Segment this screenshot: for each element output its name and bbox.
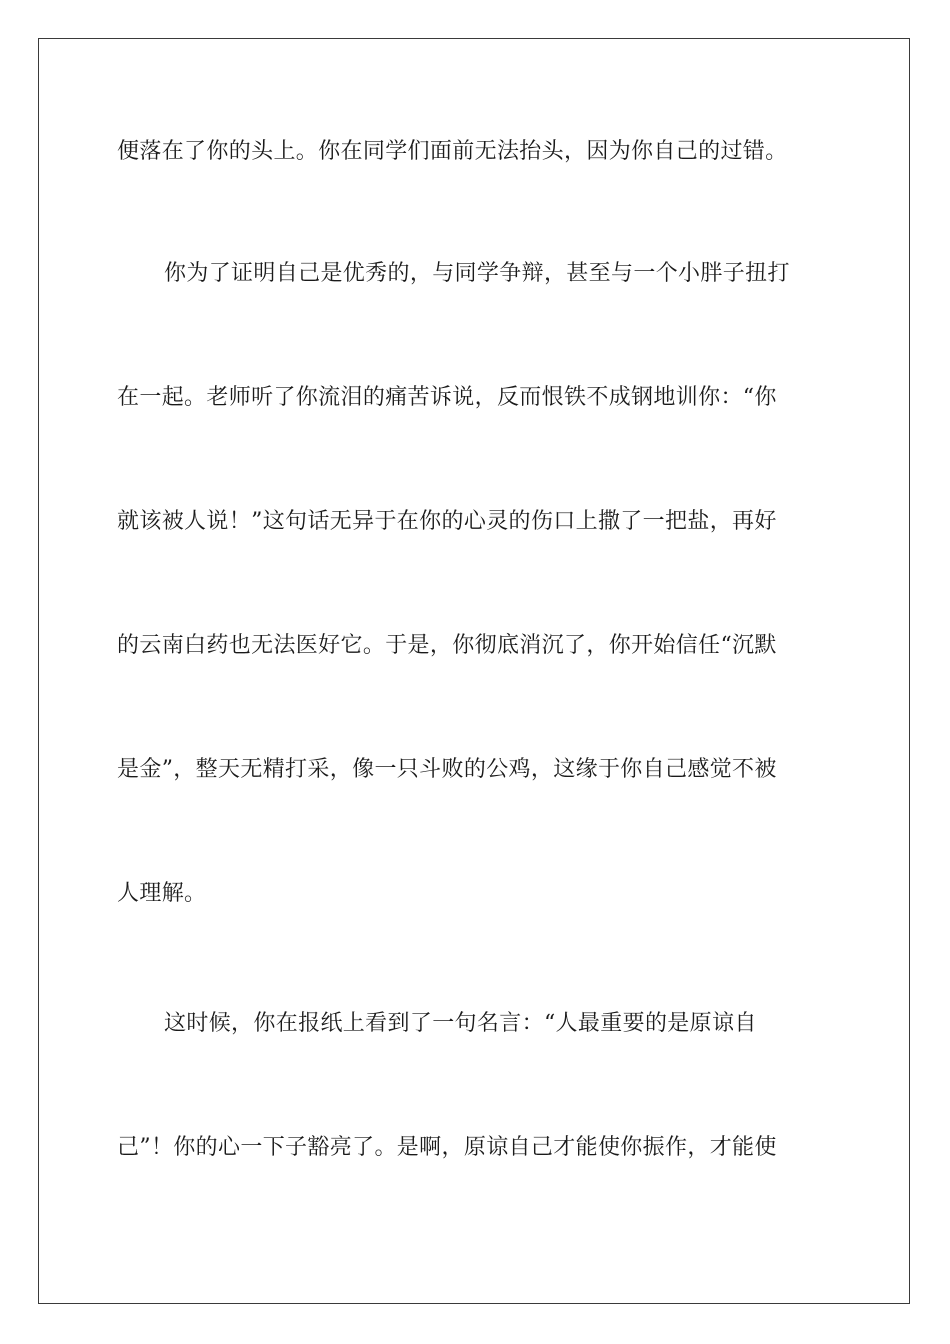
text-line: 便落在了你的头上。你在同学们面前无法抬头，因为你自己的过错。 xyxy=(117,139,788,164)
text-line: 你为了证明自己是优秀的，与同学争辩，甚至与一个小胖子扭打 xyxy=(164,261,790,286)
page-border xyxy=(38,38,910,1304)
text-line: 就该被人说！”这句话无异于在你的心灵的伤口上撒了一把盐，再好 xyxy=(117,509,777,534)
text-line: 的云南白药也无法医好它。于是，你彻底消沉了，你开始信任“沉默 xyxy=(117,633,777,658)
text-line: 是金”，整天无精打采，像一只斗败的公鸡，这缘于你自己感觉不被 xyxy=(117,757,777,782)
text-line: 这时候，你在报纸上看到了一句名言：“人最重要的是原谅自 xyxy=(164,1011,757,1036)
text-line: 人理解。 xyxy=(117,881,207,906)
text-line: 在一起。老师听了你流泪的痛苦诉说，反而恨铁不成钢地训你：“你 xyxy=(117,385,777,410)
text-line: 己”！你的心一下子豁亮了。是啊，原谅自己才能使你振作，才能使 xyxy=(117,1135,777,1160)
